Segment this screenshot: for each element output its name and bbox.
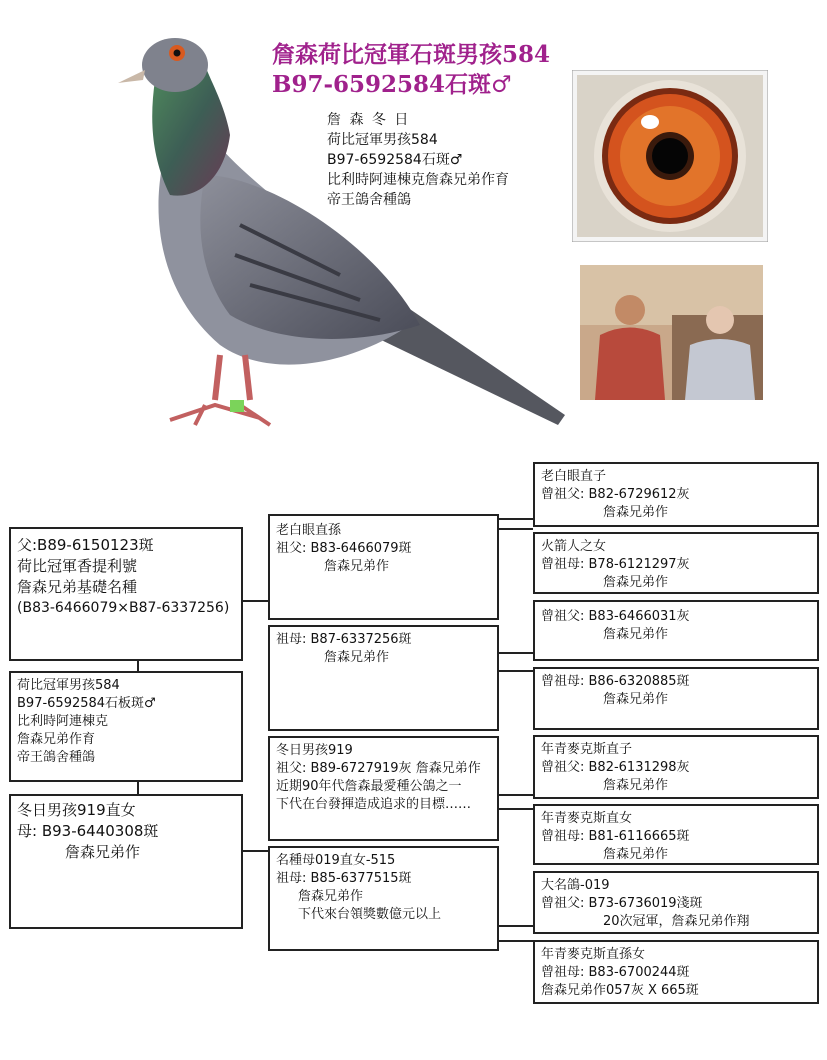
info-line: B97-6592584石斑♂: [327, 152, 463, 168]
sire-line: 詹森兄弟基礎名種: [17, 578, 138, 596]
grandsire-2-box: [268, 736, 499, 841]
great-granddam-2-box: [533, 667, 819, 730]
eye-photo: [572, 70, 768, 242]
connector: [137, 781, 139, 795]
gp-line: 下代在台發揮造成追求的目標……: [276, 797, 472, 812]
gp-line: 祖母: B85-6377515斑: [276, 871, 412, 886]
title-line-2: B97-6592584石斑♂: [272, 71, 512, 98]
gp-line: 冬日男孩919: [276, 743, 353, 758]
info-line: 比利時阿連棟克詹森兄弟作育: [327, 172, 509, 188]
gp-line: 詹森兄弟作: [324, 650, 390, 665]
ggp-line: 火箭人之女: [541, 539, 607, 554]
dam-line: 冬日男孩919直女: [17, 801, 136, 819]
sire-box: [9, 527, 243, 661]
connector: [499, 652, 533, 654]
subject-line: B97-6592584石板斑♂: [17, 696, 156, 711]
bird-info: [327, 110, 509, 210]
dam-line: 詹森兄弟作: [65, 843, 141, 861]
sire-line: 荷比冠軍香提利號: [17, 557, 138, 575]
granddam-1-box: [268, 625, 499, 731]
ggp-line: 曾祖母: B83-6700244斑: [541, 965, 690, 980]
gp-line: 詹森兄弟作: [324, 559, 390, 574]
connector: [499, 528, 533, 530]
ggp-line: 老白眼直子: [541, 469, 607, 484]
gp-line: 祖父: B89-6727919灰 詹森兄弟作: [276, 761, 481, 776]
ggp-line: 曾祖父: B83-6466031灰: [541, 609, 690, 624]
ggp-line: 曾祖母: B86-6320885斑: [541, 674, 690, 689]
great-granddam-1-box: [533, 532, 819, 594]
title-line-1: 詹森荷比冠軍石斑男孩584: [272, 41, 551, 68]
ggp-line: 曾祖父: B73-6736019淺斑: [541, 896, 703, 911]
connector: [499, 808, 533, 810]
subject-line: 帝王鴿舍種鴿: [17, 750, 96, 765]
subject-line: 荷比冠軍男孩584: [17, 678, 120, 693]
connector: [242, 850, 268, 852]
ggp-line: 詹森兄弟作: [603, 627, 669, 642]
grandsire-1-box: [268, 514, 499, 620]
ggp-line: 曾祖母: B81-6116665斑: [541, 829, 690, 844]
page-title: [272, 40, 550, 100]
gp-line: 詹森兄弟作: [298, 889, 364, 904]
ggp-line: 曾祖父: B82-6131298灰: [541, 760, 690, 775]
connector: [499, 925, 533, 927]
dam-box: [9, 794, 243, 929]
info-line: 荷比冠軍男孩584: [327, 132, 438, 148]
sire-line: (B83-6466079×B87-6337256): [17, 600, 230, 616]
connector: [499, 518, 533, 520]
ggp-line: 曾祖母: B78-6121297灰: [541, 557, 690, 572]
ggp-line: 大名鴿-019: [541, 878, 610, 893]
gp-line: 名種母019直女-515: [276, 853, 396, 868]
connector: [499, 794, 533, 796]
connector: [499, 940, 533, 942]
info-line: 詹 森 冬 日: [327, 112, 411, 128]
ggp-line: 詹森兄弟作057灰 X 665斑: [541, 983, 699, 998]
ggp-line: 20次冠軍，詹森兄弟作翔: [603, 914, 750, 929]
ggp-line: 年青麥克斯直子: [541, 742, 633, 757]
subject-line: 詹森兄弟作育: [17, 732, 96, 747]
info-line: 帝王鴿舍種鴿: [327, 192, 411, 208]
gp-line: 近期90年代詹森最愛種公鴿之一: [276, 779, 462, 794]
ggp-line: 詹森兄弟作: [603, 505, 669, 520]
subject-box: [9, 671, 243, 782]
great-granddam-3-box: [533, 804, 819, 865]
great-grandsire-2-box: [533, 600, 819, 661]
connector: [499, 670, 533, 672]
subject-line: 比利時阿連棟克: [17, 714, 109, 729]
gp-line: 下代來台領獎數億元以上: [298, 907, 442, 922]
gp-line: 祖母: B87-6337256斑: [276, 632, 412, 647]
connector: [242, 600, 268, 602]
ggp-line: 詹森兄弟作: [603, 575, 669, 590]
ggp-line: 詹森兄弟作: [603, 847, 669, 862]
sire-line: 父:B89-6150123斑: [17, 536, 154, 554]
great-granddam-4-box: [533, 940, 819, 1004]
great-grandsire-4-box: [533, 871, 819, 934]
ggp-line: 年青麥克斯直女: [541, 811, 633, 826]
great-grandsire-3-box: [533, 735, 819, 799]
ggp-line: 詹森兄弟作: [603, 692, 669, 707]
dam-line: 母: B93-6440308斑: [17, 822, 159, 840]
gp-line: 老白眼直孫: [276, 523, 342, 538]
great-grandsire-1-box: [533, 462, 819, 527]
ggp-line: 年青麥克斯直孫女: [541, 947, 646, 962]
ggp-line: 詹森兄弟作: [603, 778, 669, 793]
ggp-line: 曾祖父: B82-6729612灰: [541, 487, 690, 502]
gp-line: 祖父: B83-6466079斑: [276, 541, 412, 556]
breeders-photo: [580, 265, 763, 400]
granddam-2-box: [268, 846, 499, 951]
